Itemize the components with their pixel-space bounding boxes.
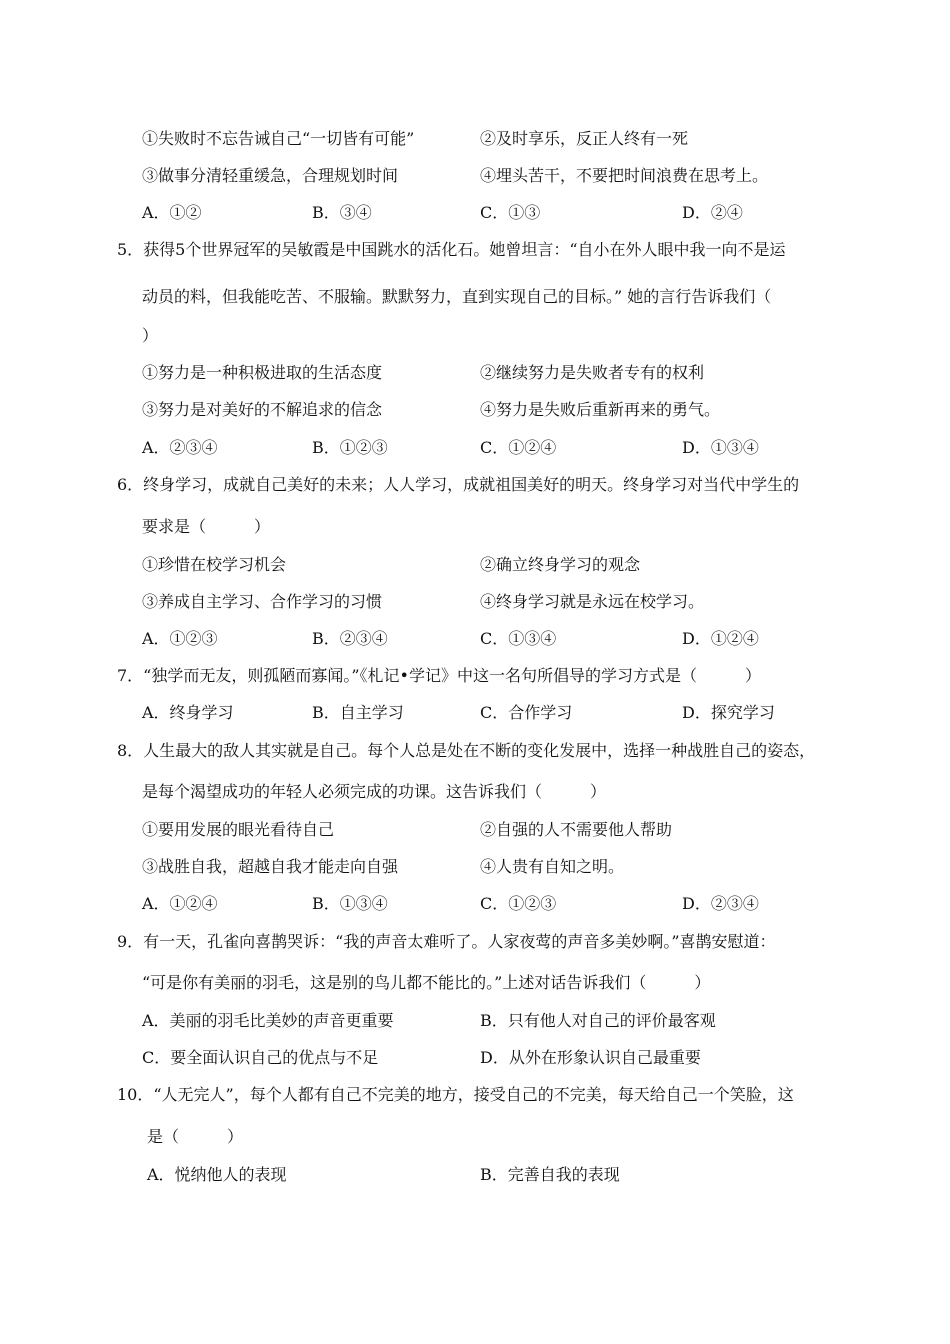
q10-choice-b: B．完善自我的表现 — [480, 1165, 620, 1184]
q8-item-3: ③战胜自我，超越自我才能走向自强 — [142, 857, 399, 876]
q9-choice-a: A．美丽的羽毛比美妙的声音更重要 — [142, 1011, 394, 1030]
q10-stem-line-2: 是（ ） — [147, 1127, 244, 1146]
q8-choice-c: C．①②③ — [480, 894, 557, 913]
q9-choice-b: B．只有他人对自己的评价最客观 — [480, 1011, 716, 1030]
q4-choice-c: C．①③ — [480, 203, 541, 222]
q9-choice-d: D．从外在形象认识自己最重要 — [480, 1048, 701, 1067]
q6-item-3: ③养成自主学习、合作学习的习惯 — [142, 592, 383, 611]
q5-item-1: ①努力是一种积极进取的生活态度 — [142, 363, 383, 382]
q10-stem-line-1: 10．“人无完人”，每个人都有自己不完美的地方，接受自己的不完美，每天给自己一个笑脸，这 — [117, 1085, 794, 1104]
q7-choice-a: A．终身学习 — [142, 703, 234, 722]
q4-item-2: ②及时享乐，反正人终有一死 — [480, 129, 689, 148]
q4-item-4: ④埋头苦干，不要把时间浪费在思考上。 — [480, 166, 769, 185]
q8-stem-line-2: 是每个渴望成功的年轻人必须完成的功课。这告诉我们（ ） — [142, 782, 607, 801]
q5-choice-b: B．①②③ — [312, 438, 388, 457]
q6-item-2: ②确立终身学习的观念 — [480, 555, 641, 574]
q8-item-1: ①要用发展的眼光看待自己 — [142, 820, 335, 839]
q4-item-1: ①失败时不忘告诫自己“一切皆有可能” — [142, 129, 415, 148]
q7-choice-d: D．探究学习 — [682, 703, 775, 722]
q6-item-4: ④终身学习就是永远在校学习。 — [480, 592, 705, 611]
q9-choice-c: C．要全面认识自己的优点与不足 — [142, 1048, 379, 1067]
q6-choice-b: B．②③④ — [312, 629, 388, 648]
q8-item-2: ②自强的人不需要他人帮助 — [480, 820, 673, 839]
q6-stem-line-2: 要求是（ ） — [142, 517, 271, 536]
q5-stem-line-2: 动员的料，但我能吃苦、不服输。默默努力，直到实现自己的目标。” 她的言行告诉我们（ — [142, 287, 772, 306]
q5-choice-a: A．②③④ — [142, 438, 218, 457]
q4-choice-d: D．②④ — [682, 203, 743, 222]
q6-choice-d: D．①②④ — [682, 629, 759, 648]
q8-item-4: ④人贵有自知之明。 — [480, 857, 625, 876]
q6-stem-line-1: 6．终身学习，成就自己美好的未来；人人学习，成就祖国美好的明天。终身学习对当代中学生的 — [117, 475, 800, 494]
q6-choice-a: A．①②③ — [142, 629, 218, 648]
q7-choice-b: B．自主学习 — [312, 703, 404, 722]
q8-choice-b: B．①③④ — [312, 894, 388, 913]
q5-item-3: ③努力是对美好的不解追求的信念 — [142, 400, 383, 419]
q5-stem-line-3: ） — [142, 326, 159, 345]
q5-choice-d: D．①③④ — [682, 438, 759, 457]
q8-stem-line-1: 8．人生最大的敌人其实就是自己。每个人总是处在不断的变化发展中，选择一种战胜自己的姿态， — [117, 741, 816, 760]
q9-stem-line-2: “可是你有美丽的羽毛，这是别的鸟儿都不能比的。”上述对话告诉我们（ ） — [142, 973, 711, 992]
q5-choice-c: C．①②④ — [480, 438, 557, 457]
q5-stem-line-1: 5．获得5个世界冠军的吴敏霞是中国跳水的活化石。她曾坦言：“自小在外人眼中我一向不是运 — [117, 240, 786, 259]
q10-choice-a: A．悦纳他人的表现 — [147, 1165, 287, 1184]
q4-choice-a: A．①② — [142, 203, 202, 222]
q4-choice-b: B．③④ — [312, 203, 372, 222]
q7-choice-c: C．合作学习 — [480, 703, 573, 722]
q8-choice-a: A．①②④ — [142, 894, 218, 913]
q5-item-4: ④努力是失败后重新再来的勇气。 — [480, 400, 721, 419]
q6-item-1: ①珍惜在校学习机会 — [142, 555, 287, 574]
q4-item-3: ③做事分清轻重缓急，合理规划时间 — [142, 166, 399, 185]
q9-stem-line-1: 9．有一天，孔雀向喜鹊哭诉：“我的声音太难听了。人家夜莺的声音多美妙啊。”喜鹊安慰道： — [117, 932, 776, 951]
q7-stem-line-1: 7．“独学而无友，则孤陋而寡闻。”《札记•学记》中这一名句所倡导的学习方式是（ ） — [117, 666, 761, 685]
q8-choice-d: D．②③④ — [682, 894, 759, 913]
q6-choice-c: C．①③④ — [480, 629, 557, 648]
q5-item-2: ②继续努力是失败者专有的权利 — [480, 363, 705, 382]
